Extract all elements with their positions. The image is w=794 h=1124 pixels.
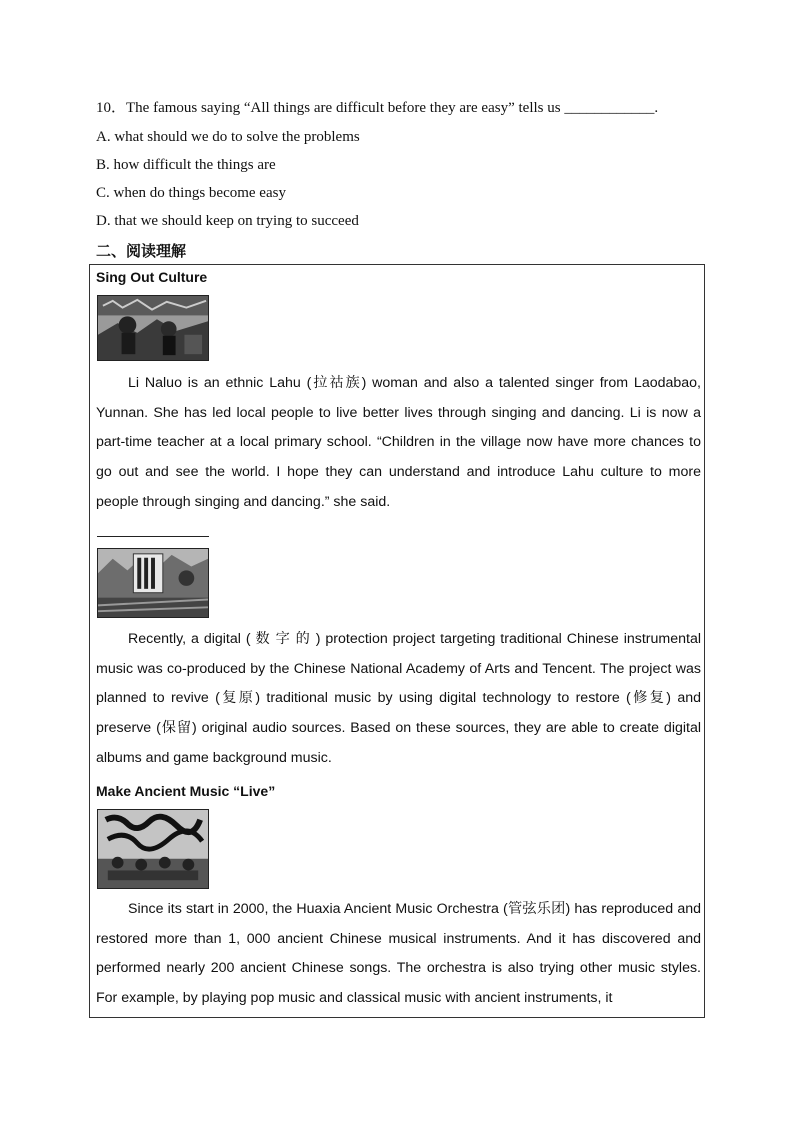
part1-title: Sing Out Culture — [96, 269, 208, 285]
option-a: A. what should we do to solve the problems — [96, 129, 360, 145]
question-stem: 10．The famous saying “All things are difficult before they are easy” tells us ____________. — [96, 100, 659, 116]
divider-line — [97, 536, 209, 537]
option-d: D. that we should keep on trying to succeed — [96, 213, 359, 229]
part2-text: Recently, a digital ( 数 字 的 ) protection project targeting traditional Chinese instrumental music was co-produced by the Chinese National Academy of Arts and Tencent. The project was planned to revive (复原) traditional music by using digital technology to restore (修复) and preserve (保留) original audio sources. Based on these sources, they are able to create digital albums and game background music. — [96, 631, 701, 766]
part1-text: Li Naluo is an ethnic Lahu (拉祜族) woman and also a talented singer from Laodabao, Yunnan. She has led local people to live better lives through singing and dancing. Li is now a part-time teacher at a local primary school. “Children in the village now have more chances to go out and see the world. I hope they can understand and introduce Lahu culture to more people through singing and dancing.” she said. — [96, 375, 701, 510]
part3-title: Make Ancient Music “Live” — [96, 783, 276, 799]
singer-photo — [97, 295, 209, 361]
part3-text: Since its start in 2000, the Huaxia Ancient Music Orchestra (管弦乐团) has reproduced and restored more than 1, 000 ancient Chinese musical instruments. And it has discovered and performed nearly 200 ancient Chinese songs. The orchestra is also trying other music styles. For example, by playing pop music and classical music with ancient instruments, it — [96, 901, 701, 1007]
music-project-photo — [97, 548, 209, 618]
option-b: B. how difficult the things are — [96, 157, 276, 173]
option-c: C. when do things become easy — [96, 185, 286, 201]
orchestra-photo — [97, 809, 209, 889]
section-heading: 二、阅读理解 — [96, 243, 187, 260]
